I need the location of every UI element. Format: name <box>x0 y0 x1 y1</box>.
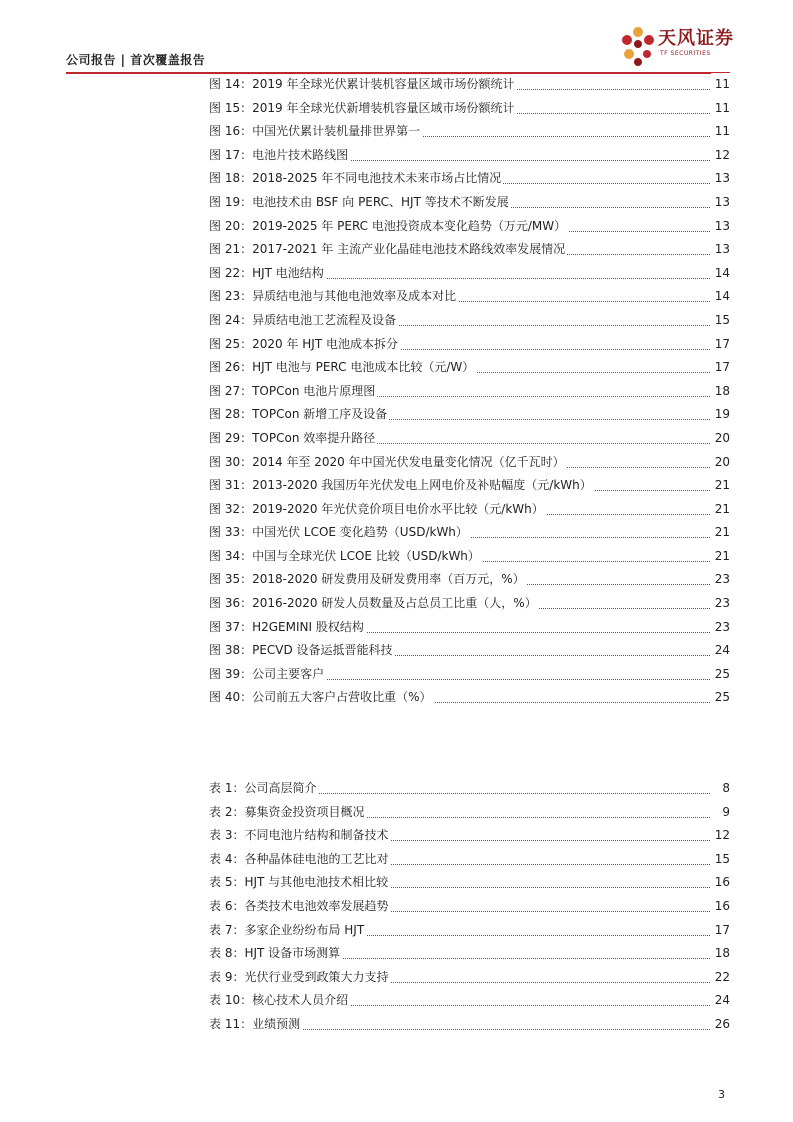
figure-entry-title[interactable]: 图 23：异质结电池与其他电池效率及成本对比 <box>209 289 457 304</box>
table-entry-page[interactable]: 16 <box>711 895 730 919</box>
table-entry-page[interactable]: 9 <box>718 801 730 825</box>
figure-entry-page[interactable]: 17 <box>711 333 730 357</box>
figure-entry-title[interactable]: 图 27：TOPCon 电池片原理图 <box>209 383 376 398</box>
logo-english-text: TF SECURITIES <box>660 50 711 57</box>
table-entry-title[interactable]: 表 8：HJT 设备市场测算 <box>209 946 341 961</box>
figure-entry-title[interactable]: 图 15：2019 年全球光伏新增装机容量区域市场份额统计 <box>209 100 515 115</box>
table-entry-page[interactable]: 17 <box>711 919 730 943</box>
table-entry[interactable] <box>209 801 730 825</box>
figure-entry-title[interactable]: 图 14：2019 年全球光伏累计装机容量区域市场份额统计 <box>209 77 515 91</box>
figure-entry[interactable] <box>209 545 730 569</box>
figure-entry[interactable] <box>209 403 730 427</box>
figure-entry[interactable] <box>209 427 730 451</box>
figure-entry-page[interactable]: 21 <box>711 474 730 498</box>
table-index <box>209 777 730 1037</box>
figure-entry-title[interactable]: 图 34：中国与全球光伏 LCOE 比较（USD/kWh） <box>209 548 480 563</box>
page-header <box>66 28 734 74</box>
table-entry-title[interactable]: 表 6：各类技术电池效率发展趋势 <box>209 898 389 913</box>
table-entry-title[interactable]: 表 4：各种晶体硅电池的工艺比对 <box>209 851 389 866</box>
figure-entry-page[interactable]: 11 <box>711 120 730 144</box>
figure-entry[interactable] <box>209 592 730 616</box>
figure-entry-title[interactable]: 图 20：2019-2025 年 PERC 电池投资成本变化趋势（万元/MW） <box>209 218 567 233</box>
figure-entry-page[interactable]: 14 <box>711 262 730 286</box>
table-entry[interactable] <box>209 1013 730 1037</box>
figure-entry-page[interactable]: 25 <box>711 663 730 687</box>
table-entry[interactable] <box>209 895 730 919</box>
figure-entry-page[interactable]: 19 <box>711 403 730 427</box>
table-entry-page[interactable]: 18 <box>711 942 730 966</box>
figure-entry-title[interactable]: 图 36：2016-2020 研发人员数量及占总员工比重（人，%） <box>209 596 537 611</box>
figure-entry-page[interactable]: 23 <box>711 568 730 592</box>
figure-entry-page[interactable]: 13 <box>711 215 730 239</box>
figure-entry-title[interactable]: 图 37：H2GEMINI 股权结构 <box>209 619 364 634</box>
figure-entry-page[interactable]: 18 <box>711 380 730 404</box>
figure-entry[interactable] <box>209 167 730 191</box>
figure-entry[interactable] <box>209 568 730 592</box>
table-entry-title[interactable]: 表 2：募集资金投资项目概况 <box>209 804 365 819</box>
figure-entry-page[interactable]: 13 <box>711 191 730 215</box>
figure-entry[interactable] <box>209 686 730 710</box>
figure-entry[interactable] <box>209 474 730 498</box>
figure-entry-title[interactable]: 图 17：电池片技术路线图 <box>209 147 349 162</box>
figure-entry-title[interactable]: 图 33：中国光伏 LCOE 变化趋势（USD/kWh） <box>209 525 468 540</box>
report-type-label: 公司报告 | 首次覆盖报告 <box>66 53 206 67</box>
table-entry-title[interactable]: 表 9：光伏行业受到政策大力支持 <box>209 969 389 984</box>
flower-logo-icon <box>618 24 658 68</box>
figure-entry-page[interactable]: 13 <box>711 238 730 262</box>
table-entry[interactable] <box>209 848 730 872</box>
figure-entry-page[interactable]: 24 <box>711 639 730 663</box>
figure-entry-page[interactable]: 15 <box>711 309 730 333</box>
table-entry-page[interactable]: 24 <box>711 989 730 1013</box>
table-entry[interactable] <box>209 919 730 943</box>
figure-entry[interactable] <box>209 191 730 215</box>
figure-entry[interactable] <box>209 451 730 475</box>
figure-entry-title[interactable]: 图 40：公司前五大客户占营收比重（%） <box>209 690 432 705</box>
table-entry[interactable] <box>209 942 730 966</box>
logo-chinese-text: 天风证券 <box>658 28 734 49</box>
figure-entry-page[interactable]: 11 <box>711 73 730 97</box>
figure-entry-page[interactable]: 20 <box>711 427 730 451</box>
table-entry-title[interactable]: 表 7：多家企业纷纷布局 HJT <box>209 922 365 937</box>
figure-entry-title[interactable]: 图 18：2018-2025 年不同电池技术未来市场占比情况 <box>209 171 502 186</box>
figure-entry[interactable] <box>209 120 730 144</box>
table-entry-page[interactable]: 8 <box>718 777 730 801</box>
figure-entry[interactable] <box>209 663 730 687</box>
table-entry-title[interactable]: 表 1：公司高层简介 <box>209 781 317 795</box>
figure-entry-page[interactable]: 20 <box>711 451 730 475</box>
table-entry[interactable] <box>209 824 730 848</box>
figure-entry-title[interactable]: 图 29：TOPCon 效率提升路径 <box>209 430 376 445</box>
figure-entry[interactable] <box>209 97 730 121</box>
figure-entry-title[interactable]: 图 26：HJT 电池与 PERC 电池成本比较（元/W） <box>209 360 475 375</box>
figure-entry-title[interactable]: 图 32：2019-2020 年光伏竞价项目电价水平比较（元/kWh） <box>209 501 544 516</box>
figure-entry[interactable] <box>209 262 730 286</box>
figure-index <box>209 73 730 710</box>
table-entry[interactable] <box>209 989 730 1013</box>
table-entry-title[interactable]: 表 10：核心技术人员介绍 <box>209 993 349 1008</box>
figure-entry-title[interactable]: 图 38：PECVD 设备运抵晋能科技 <box>209 643 393 658</box>
figure-entry-page[interactable]: 25 <box>711 686 730 710</box>
figure-entry[interactable] <box>209 144 730 168</box>
figure-entry-title[interactable]: 图 28：TOPCon 新增工序及设备 <box>209 407 388 422</box>
figure-entry-title[interactable]: 图 35：2018-2020 研发费用及研发费用率（百万元，%） <box>209 572 525 587</box>
figure-entry-page[interactable]: 23 <box>711 616 730 640</box>
figure-entry-title[interactable]: 图 16：中国光伏累计装机量排世界第一 <box>209 124 421 139</box>
table-entry-title[interactable]: 表 5：HJT 与其他电池技术相比较 <box>209 875 389 890</box>
figure-entry-page[interactable]: 11 <box>711 97 730 121</box>
table-entry[interactable] <box>209 966 730 990</box>
table-entry-page[interactable]: 26 <box>711 1013 730 1037</box>
figure-entry[interactable] <box>209 498 730 522</box>
figure-entry-page[interactable]: 17 <box>711 356 730 380</box>
figure-entry-page[interactable]: 21 <box>711 545 730 569</box>
table-entry-page[interactable]: 16 <box>711 871 730 895</box>
table-entry-page[interactable]: 15 <box>711 848 730 872</box>
figure-entry-title[interactable]: 图 24：异质结电池工艺流程及设备 <box>209 312 397 327</box>
figure-entry[interactable] <box>209 309 730 333</box>
figure-entry-page[interactable]: 21 <box>711 521 730 545</box>
figure-entry-title[interactable]: 图 21：2017-2021 年 主流产业化晶硅电池技术路线效率发展情况 <box>209 242 566 257</box>
figure-entry[interactable] <box>209 285 730 309</box>
figure-entry[interactable] <box>209 333 730 357</box>
table-entry[interactable] <box>209 777 730 801</box>
figure-entry[interactable] <box>209 521 730 545</box>
table-entry[interactable] <box>209 871 730 895</box>
table-entry-title[interactable]: 表 3：不同电池片结构和制备技术 <box>209 828 389 843</box>
figure-entry-title[interactable]: 图 25：2020 年 HJT 电池成本拆分 <box>209 336 398 351</box>
figure-entry-title[interactable]: 图 30：2014 年至 2020 年中国光伏发电量变化情况（亿千瓦时） <box>209 454 565 469</box>
figure-entry-page[interactable]: 21 <box>711 498 730 522</box>
figure-entry[interactable] <box>209 639 730 663</box>
figure-entry[interactable] <box>209 238 730 262</box>
table-entry-page[interactable]: 12 <box>711 824 730 848</box>
figure-entry-title[interactable]: 图 31：2013-2020 我国历年光伏发电上网电价及补贴幅度（元/kWh） <box>209 478 592 493</box>
figure-entry-title[interactable]: 图 22：HJT 电池结构 <box>209 265 324 280</box>
page-number: 3 <box>718 1088 725 1101</box>
figure-entry-title[interactable]: 图 39：公司主要客户 <box>209 666 325 681</box>
figure-entry-page[interactable]: 23 <box>711 592 730 616</box>
figure-entry-page[interactable]: 12 <box>711 144 730 168</box>
table-entry-page[interactable]: 22 <box>711 966 730 990</box>
figure-entry[interactable] <box>209 73 730 97</box>
figure-entry-page[interactable]: 14 <box>711 285 730 309</box>
figure-entry-title[interactable]: 图 19：电池技术由 BSF 向 PERC、HJT 等技术不断发展 <box>209 194 509 209</box>
figure-entry[interactable] <box>209 215 730 239</box>
table-entry-title[interactable]: 表 11：业绩预测 <box>209 1016 301 1031</box>
company-logo <box>618 24 734 68</box>
figure-entry[interactable] <box>209 616 730 640</box>
figure-entry[interactable] <box>209 356 730 380</box>
figure-entry-page[interactable]: 13 <box>711 167 730 191</box>
figure-entry[interactable] <box>209 380 730 404</box>
